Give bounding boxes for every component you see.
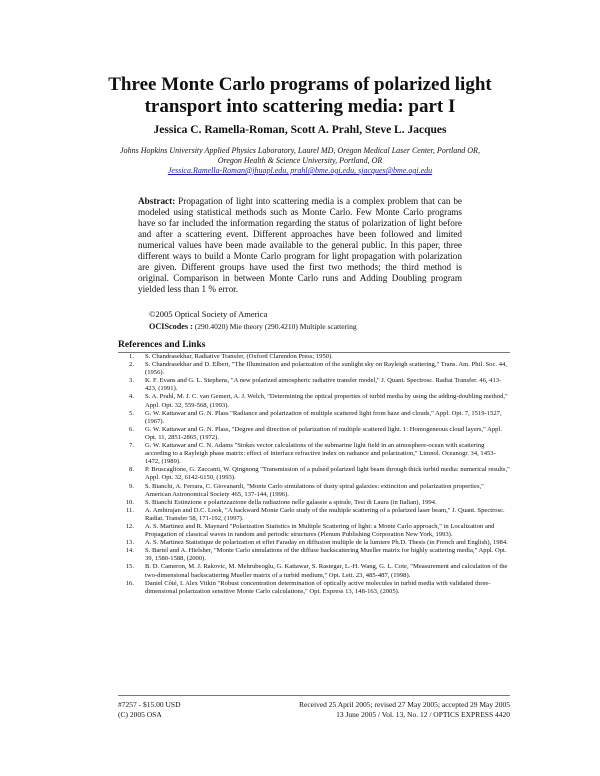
reference-text: Daniel Côté, I. Alex Vitkin "Robust concentration determination of optically active molecules in turbid media with validated three-dimensional polarization sensitive Monte Carlo calculations," Opt. Express 13, 148-163, (2005).	[145, 579, 491, 595]
ocis-codes	[149, 322, 357, 331]
copyright-notice: ©2005 Optical Society of America	[149, 309, 268, 319]
reference-number: 16.	[125, 579, 134, 587]
reference-item	[118, 539, 510, 547]
reference-item	[118, 547, 510, 563]
reference-text: S. Bianchi Estinzione e polarizzazione della radiazione nelle galassie a spirale, Tesi di Laura (in Italian), 1994.	[145, 498, 437, 506]
reference-text: A. S. Martinez and R. Maynard "Polarization Statistics in Multiple Scattering of light: a Monte Carlo approach," in Localization and Propagation of classical waves in random and periodic structures (Plenum Publishing Corporation New York, 1993).	[145, 522, 495, 539]
footer-dates: Received 25 April 2005; revised 27 May 2005; accepted 29 May 2005	[299, 700, 510, 709]
reference-text: G. W. Kattawar and G. N. Plass, "Degree and direction of polarization of multiple scattered light. 1: Homogeneous cloud layers," Appl. Opt. 11, 2851-2865, (1972).	[145, 425, 502, 441]
ocis-text: (290.4020) Mie theory (290.4210) Multiple scattering	[194, 322, 357, 331]
reference-number: 7.	[129, 442, 134, 450]
reference-item	[118, 353, 510, 361]
author-emails[interactable]: Jessica.Ramella-Roman@jhuapl.edu, prahl@bme.ogi.edu, sjacques@bme.ogi.edu	[167, 166, 433, 175]
reference-number: 14.	[125, 547, 134, 555]
reference-number: 3.	[129, 377, 134, 385]
reference-number: 5.	[129, 409, 134, 417]
affiliation-line-1: Johns Hopkins University Applied Physics Laboratory, Laurel MD, Oregon Medical Laser Center, Portland OR,	[120, 146, 480, 155]
reference-text: S. Chandrasekhar and D. Elbert, "The Illumination and polarization of the sunlight sky on Rayleigh scattering," Trans. Am. Phil. Soc. 44, (1956).	[145, 361, 507, 377]
reference-number: 12.	[125, 522, 134, 530]
abstract-text: Propagation of light into scattering media is a complex problem that can be modeled using statistical methods such as Monte Carlo. Few Monte Carlo programs have so far included the information regarding the status of polarization of light before and after a scattering event. Different approaches have been followed and limited numerical values have been made available to the general public. In this paper, three different ways to build a Monte Carlo program for light propagation with polarization are given. Different groups have used the first two methods; the third method is original. Comparison in between Monte Carlo runs and Adding Doubling program yielded less than 1 % error.	[138, 196, 462, 294]
reference-item	[118, 426, 510, 442]
abstract-label: Abstract:	[138, 196, 176, 206]
reference-number: 6.	[129, 425, 134, 433]
reference-number: 4.	[129, 393, 134, 401]
reference-item	[118, 563, 510, 579]
reference-text: S. Bianchi, A. Ferrara, C. Giovanardi, "Monte Carlo simulations of dusty spiral galaxies: extinction and polarization properties," American Astronomical Society 465, 137-144, (1996).	[145, 482, 484, 498]
reference-text: G. W. Kattawar and G. N. Plass "Radiance and polarization of multiple scattered light from haze and clouds," Appl. Opt. 7, 1519-1527, (1967).	[145, 409, 502, 425]
references-heading: References and Links	[118, 340, 206, 350]
reference-number: 2.	[129, 361, 134, 369]
reference-number: 15.	[125, 563, 134, 571]
abstract	[138, 196, 462, 295]
affiliation	[100, 146, 500, 166]
footer-copyright: (C) 2005 OSA	[118, 709, 162, 719]
reference-number: 9.	[129, 482, 134, 490]
title-line-1: Three Monte Carlo programs of polarized light	[108, 74, 492, 95]
footer-left	[118, 700, 181, 719]
footer-citation: 13 June 2005 / Vol. 13, No. 12 / OPTICS EXPRESS 4420	[336, 709, 510, 719]
reference-number: 8.	[129, 466, 134, 474]
reference-text: S. A. Prahl, M. J. C. van Gemert, A. J. Welch, "Determining the optical properties of turbid media by using the adding-doubling method," Appl. Opt. 32, 559-568, (1993).	[145, 393, 508, 409]
reference-item	[118, 507, 510, 523]
reference-text: A. Ambirajan and D.C. Look, "A backward Monte Carlo study of the multiple scattering of a polarized laser beam," J. Quant. Spectrosc. Radiat. Transfer 58, 171-192, (1997).	[145, 506, 505, 522]
reference-number: 1.	[129, 353, 134, 360]
reference-text: S. Chandrasekhar, Radiative Transfer, (Oxford Clarendon Press; 1950).	[145, 353, 333, 360]
paper-title	[60, 74, 540, 118]
reference-item	[118, 580, 510, 596]
reference-item	[118, 442, 510, 466]
title-line-2: transport into scattering media: part I	[144, 96, 456, 117]
reference-item	[118, 377, 510, 393]
footer-divider	[118, 695, 510, 696]
reference-item	[118, 361, 510, 377]
reference-list	[118, 353, 510, 596]
reference-text: B. D. Cameron, M. J. Rakovic, M. Mehrubeoglu, G. Kattawar, S. Rastegar, L.-H. Wang, G. L. Cote, "Measurement and calculation of the two-dimensional backscattering Mueller matrix of a turbid medium," Opt. Lett. 23, 485-487, (1998).	[145, 563, 508, 579]
reference-text: G. W. Kattawar and C. N. Adams "Stokes vector calculations of the submarine light field in an atmosphere-ocean with scattering according to a Rayleigh phase matrix: effect of interface refractive index on radiance and polarization," Limnol. Oceanogr. 34, 1453-1472, (1989).	[145, 442, 496, 466]
reference-item	[118, 410, 510, 426]
reference-text: P. Bruscaglione, G. Zaccanti, W. Qingnong "Transmission of a pulsed polarized light beam through thick turbid media: numerical results," Appl. Opt. 32, 6142-6150, (1993).	[145, 466, 510, 482]
affiliation-line-2: Oregon Health & Science University, Portland, OR	[217, 156, 383, 165]
reference-number: 11.	[126, 506, 134, 514]
reference-item	[118, 523, 510, 539]
footer-right	[299, 700, 510, 719]
author-list: Jessica C. Ramella-Roman, Scott A. Prahl, Steve L. Jacques	[153, 124, 447, 136]
footer-price: #7257 - $15.00 USD	[118, 700, 181, 709]
reference-text: K. F. Evans and G. L. Stephens, "A new polarized atmospheric radiative transfer model," J. Quant. Spectrosc. Radiat Transfer. 46, 413-423, (1991).	[145, 377, 502, 393]
reference-item	[118, 393, 510, 409]
reference-number: 13.	[125, 539, 134, 547]
reference-text: S. Bartel and A. Hielsher, "Monte Carlo simulations of the diffuse backscattering Mueller matrix for highly scattering media," Appl. Opt. 39, 1580-1588, (2000).	[145, 547, 507, 563]
reference-text: A. S. Martinez Statistique de polarization et effet Faraday en diffusion multiple de la lumiere Ph.D. Thesis (in French and English), 1984.	[145, 539, 508, 547]
ocis-label: OCIScodes :	[149, 322, 193, 331]
reference-number: 10.	[125, 498, 134, 506]
reference-item	[118, 483, 510, 499]
reference-item	[118, 499, 510, 507]
reference-item	[118, 466, 510, 482]
